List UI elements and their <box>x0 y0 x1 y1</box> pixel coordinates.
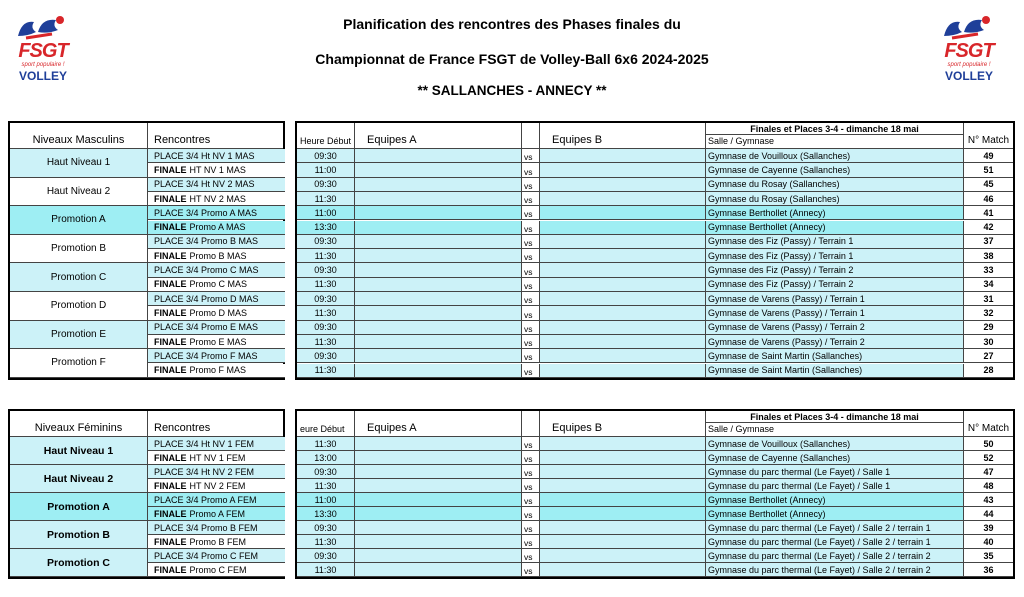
feminin-salle-cell: Gymnase de Vouilloux (Sallanches) <box>706 437 964 451</box>
masculin-rencontre-text: PLACE 3/4 Ht NV 2 MAS <box>154 179 255 190</box>
masculin-col-salle <box>706 123 964 149</box>
masculin-rencontre-text: PLACE 3/4 Promo D MAS <box>154 293 259 304</box>
feminin-match-number: 47 <box>964 465 1013 479</box>
masculin-heure-cell: 09:30 <box>297 235 355 249</box>
feminin-rencontre-text: HT NV 1 FEM <box>189 452 246 463</box>
feminin-match-number: 43 <box>964 493 1013 507</box>
masculin-niveau-cell: Promotion B <box>10 235 148 264</box>
feminin-heure-cell: 09:30 <box>297 549 355 563</box>
masculin-header-row <box>10 123 283 149</box>
masculin-match-number: 34 <box>964 278 1013 292</box>
masculin-salle-cell: Gymnase de Varens (Passy) / Terrain 2 <box>706 321 964 335</box>
masculin-col-match: N° Match <box>964 123 1013 149</box>
masculin-heure-cell: 11:30 <box>297 335 355 349</box>
feminin-col-vs <box>522 411 540 437</box>
masculin-schedule-row <box>297 278 1013 292</box>
masculin-rencontre-text: HT NV 2 MAS <box>189 193 246 204</box>
feminin-schedule-row <box>297 507 1013 521</box>
masculin-niveau-cell: Promotion F <box>10 349 148 378</box>
masculin-rencontre-cell <box>148 249 285 263</box>
masculin-schedule-row <box>297 321 1013 335</box>
feminin-salle-cell: Gymnase du parc thermal (Le Fayet) / Salle 2 / terrain 1 <box>706 521 964 535</box>
feminin-equipe-b-input[interactable] <box>540 493 706 507</box>
masculin-rencontre-cell <box>148 206 285 220</box>
feminin-col-niveaux: Niveaux Féminins <box>10 411 148 437</box>
masculin-col-rencontres: Rencontres <box>148 123 283 149</box>
masculin-salle-cell: Gymnase de Saint Martin (Sallanches) <box>706 349 964 363</box>
masculin-heure-cell: 09:30 <box>297 178 355 192</box>
masculin-rencontre-cell <box>148 278 285 292</box>
masculin-rencontre-cell <box>148 321 285 335</box>
masculin-heure-cell: 11:30 <box>297 306 355 320</box>
feminin-vs-label: vs <box>522 479 540 493</box>
feminin-equipe-b-input[interactable] <box>540 507 706 521</box>
masculin-match-number: 30 <box>964 335 1013 349</box>
masculin-vs-label: vs <box>522 349 540 363</box>
masculin-heure-cell: 09:30 <box>297 149 355 163</box>
feminin-col-match: N° Match <box>964 411 1013 437</box>
masculin-salle-cell: Gymnase de Varens (Passy) / Terrain 1 <box>706 306 964 320</box>
feminin-schedule-header <box>297 411 1013 437</box>
masculin-match-number: 32 <box>964 306 1013 320</box>
masculin-rencontre-cell <box>148 292 285 306</box>
masculin-heure-cell: 11:30 <box>297 192 355 206</box>
masculin-niveau-cell: Promotion C <box>10 263 148 292</box>
masculin-match-number: 41 <box>964 206 1013 220</box>
feminin-rencontre-cell <box>148 521 285 535</box>
masculin-salle-cell: Gymnase de Varens (Passy) / Terrain 2 <box>706 335 964 349</box>
masculin-finale-label: FINALE <box>154 164 187 175</box>
feminin-rencontre-cell <box>148 563 285 577</box>
masculin-rencontre-cell <box>148 192 285 206</box>
feminin-schedule-row <box>297 535 1013 549</box>
feminin-vs-label: vs <box>522 521 540 535</box>
masculin-vs-label: vs <box>522 249 540 263</box>
masculin-rencontre-text: PLACE 3/4 Promo C MAS <box>154 265 259 276</box>
masculin-heure-cell: 11:00 <box>297 206 355 220</box>
masculin-schedule-row <box>297 249 1013 263</box>
feminin-vs-label: vs <box>522 493 540 507</box>
feminin-col-rencontres: Rencontres <box>148 411 283 437</box>
feminin-equipe-a-input[interactable] <box>355 493 522 507</box>
masculin-rencontre-text: PLACE 3/4 Ht NV 1 MAS <box>154 150 255 161</box>
logo-sub: VOLLEY <box>18 69 67 83</box>
masculin-match-number: 28 <box>964 364 1013 378</box>
feminin-match-number: 39 <box>964 521 1013 535</box>
feminin-schedule-row <box>297 549 1013 563</box>
masculin-vs-label: vs <box>522 178 540 192</box>
feminin-schedule-row <box>297 451 1013 465</box>
feminin-rencontre-cell <box>148 479 285 493</box>
masculin-schedule-header <box>297 123 1013 149</box>
masculin-vs-label: vs <box>522 278 540 292</box>
masculin-niveau-cell: Haut Niveau 1 <box>10 149 148 178</box>
feminin-equipe-a-input[interactable] <box>355 479 522 493</box>
masculin-rencontre-cell <box>148 349 285 363</box>
masculin-match-number: 33 <box>964 263 1013 277</box>
masculin-col-vs <box>522 123 540 149</box>
masculin-salle-cell: Gymnase des Fiz (Passy) / Terrain 2 <box>706 263 964 277</box>
title-line-1: Planification des rencontres des Phases finales du <box>343 16 681 32</box>
masculin-vs-label: vs <box>522 321 540 335</box>
feminin-match-number: 40 <box>964 535 1013 549</box>
feminin-heure-cell: 11:30 <box>297 479 355 493</box>
masculin-equipe-a-input[interactable] <box>355 278 522 292</box>
feminin-salle-cell: Gymnase du parc thermal (Le Fayet) / Salle 1 <box>706 465 964 479</box>
feminin-rencontres-panel <box>8 409 285 579</box>
masculin-match-number: 29 <box>964 321 1013 335</box>
masculin-rencontre-cell <box>148 221 285 235</box>
feminin-rencontre-cell <box>148 535 285 549</box>
feminin-equipe-b-input[interactable] <box>540 521 706 535</box>
masculin-schedule-row <box>297 335 1013 349</box>
masculin-finale-label: FINALE <box>154 222 187 233</box>
masculin-rencontre-text: Promo B MAS <box>189 250 247 261</box>
feminin-salle-cell: Gymnase du parc thermal (Le Fayet) / Salle 2 / terrain 2 <box>706 563 964 577</box>
feminin-niveau-cell: Promotion A <box>10 493 148 521</box>
logo-sub: VOLLEY <box>944 69 993 83</box>
feminin-rencontre-text: Promo C FEM <box>189 564 247 575</box>
masculin-equipe-b-input[interactable] <box>540 349 706 363</box>
feminin-col-equipe-b: Equipes B <box>540 411 706 437</box>
masculin-equipe-a-input[interactable] <box>355 364 522 378</box>
masculin-finale-label: FINALE <box>154 279 187 290</box>
masculin-equipe-a-input[interactable] <box>355 292 522 306</box>
feminin-heure-cell: 09:30 <box>297 465 355 479</box>
masculin-vs-label: vs <box>522 235 540 249</box>
masculin-banner: Finales et Places 3-4 - dimanche 18 mai <box>706 123 963 135</box>
feminin-equipe-a-input[interactable] <box>355 507 522 521</box>
feminin-equipe-b-input[interactable] <box>540 465 706 479</box>
masculin-schedule-row <box>297 149 1013 163</box>
masculin-equipe-a-input[interactable] <box>355 221 522 235</box>
masculin-equipe-b-input[interactable] <box>540 306 706 320</box>
feminin-match-number: 36 <box>964 563 1013 577</box>
masculin-equipe-b-input[interactable] <box>540 335 706 349</box>
masculin-equipe-b-input[interactable] <box>540 192 706 206</box>
masculin-salle-cell: Gymnase des Fiz (Passy) / Terrain 1 <box>706 249 964 263</box>
feminin-niveau-cell: Haut Niveau 2 <box>10 465 148 493</box>
masculin-heure-cell: 11:30 <box>297 278 355 292</box>
masculin-schedule-row <box>297 221 1013 235</box>
masculin-finale-label: FINALE <box>154 193 187 204</box>
feminin-heure-cell: 11:30 <box>297 437 355 451</box>
masculin-equipe-b-input[interactable] <box>540 221 706 235</box>
masculin-finale-label: FINALE <box>154 307 187 318</box>
masculin-vs-label: vs <box>522 192 540 206</box>
feminin-vs-label: vs <box>522 535 540 549</box>
feminin-equipe-a-input[interactable] <box>355 521 522 535</box>
feminin-heure-cell: 13:30 <box>297 507 355 521</box>
masculin-col-equipe-b: Equipes B <box>540 123 706 149</box>
feminin-match-number: 48 <box>964 479 1013 493</box>
feminin-rencontre-cell <box>148 437 285 451</box>
masculin-rencontre-text: PLACE 3/4 Promo A MAS <box>154 207 258 218</box>
masculin-salle-cell: Gymnase du Rosay (Sallanches) <box>706 178 964 192</box>
masculin-col-niveaux: Niveaux Masculins <box>10 123 148 149</box>
feminin-schedule-row <box>297 563 1013 577</box>
feminin-rencontre-text: Promo B FEM <box>189 536 247 547</box>
masculin-equipe-a-input[interactable] <box>355 335 522 349</box>
feminin-equipe-b-input[interactable] <box>540 535 706 549</box>
masculin-equipe-a-input[interactable] <box>355 249 522 263</box>
masculin-vs-label: vs <box>522 292 540 306</box>
masculin-heure-cell: 09:30 <box>297 321 355 335</box>
feminin-header-row <box>10 411 283 437</box>
masculin-rencontre-text: PLACE 3/4 Promo F MAS <box>154 350 258 361</box>
masculin-salle-cell: Gymnase de Vouilloux (Sallanches) <box>706 149 964 163</box>
feminin-rencontre-text: PLACE 3/4 Ht NV 2 FEM <box>154 466 255 477</box>
feminin-rencontre-cell <box>148 465 285 479</box>
masculin-rencontre-text: Promo E MAS <box>189 336 247 347</box>
feminin-niveau-cell: Promotion C <box>10 549 148 577</box>
masculin-rencontre-text: Promo C MAS <box>189 279 248 290</box>
feminin-salle-cell: Gymnase du parc thermal (Le Fayet) / Salle 1 <box>706 479 964 493</box>
title-line-3: ** SALLANCHES - ANNECY ** <box>417 83 607 98</box>
masculin-equipe-b-input[interactable] <box>540 206 706 220</box>
masculin-equipe-a-input[interactable] <box>355 306 522 320</box>
masculin-finale-label: FINALE <box>154 336 187 347</box>
feminin-equipe-a-input[interactable] <box>355 465 522 479</box>
feminin-salle-cell: Gymnase Berthollet (Annecy) <box>706 507 964 521</box>
masculin-equipe-b-input[interactable] <box>540 263 706 277</box>
feminin-finale-label: FINALE <box>154 536 187 547</box>
masculin-salle-cell: Gymnase Berthollet (Annecy) <box>706 221 964 235</box>
feminin-vs-label: vs <box>522 549 540 563</box>
masculin-vs-label: vs <box>522 335 540 349</box>
masculin-equipe-b-input[interactable] <box>540 249 706 263</box>
masculin-equipe-a-input[interactable] <box>355 235 522 249</box>
masculin-equipe-b-input[interactable] <box>540 163 706 177</box>
feminin-heure-cell: 11:30 <box>297 563 355 577</box>
masculin-col-heure: Heure Début <box>297 123 355 149</box>
masculin-schedule-panel <box>295 121 1015 380</box>
feminin-heure-cell: 09:30 <box>297 521 355 535</box>
feminin-rencontre-cell <box>148 549 285 563</box>
feminin-equipe-a-input[interactable] <box>355 535 522 549</box>
masculin-equipe-b-input[interactable] <box>540 278 706 292</box>
feminin-match-number: 52 <box>964 451 1013 465</box>
logo-text: FSGT <box>944 40 994 62</box>
masculin-schedule-row <box>297 206 1013 220</box>
masculin-rencontre-text: Promo F MAS <box>189 365 247 376</box>
masculin-salle-cell: Gymnase des Fiz (Passy) / Terrain 2 <box>706 278 964 292</box>
masculin-schedule-row <box>297 364 1013 378</box>
masculin-salle-cell: Gymnase Berthollet (Annecy) <box>706 206 964 220</box>
masculin-match-number: 42 <box>964 221 1013 235</box>
masculin-rencontre-cell <box>148 263 285 277</box>
feminin-equipe-b-input[interactable] <box>540 437 706 451</box>
masculin-rencontres-panel <box>8 121 285 380</box>
masculin-heure-cell: 09:30 <box>297 263 355 277</box>
masculin-match-number: 45 <box>964 178 1013 192</box>
masculin-rencontre-cell <box>148 163 285 177</box>
masculin-rencontre-cell <box>148 178 285 192</box>
masculin-schedule-row <box>297 192 1013 206</box>
masculin-equipe-a-input[interactable] <box>355 321 522 335</box>
feminin-match-number: 44 <box>964 507 1013 521</box>
feminin-equipe-a-input[interactable] <box>355 451 522 465</box>
feminin-rencontre-text: PLACE 3/4 Ht NV 1 FEM <box>154 438 255 449</box>
feminin-vs-label: vs <box>522 451 540 465</box>
masculin-vs-label: vs <box>522 221 540 235</box>
feminin-niveau-cell: Promotion B <box>10 521 148 549</box>
masculin-rencontre-cell <box>148 364 285 378</box>
masculin-heure-cell: 09:30 <box>297 349 355 363</box>
masculin-match-number: 37 <box>964 235 1013 249</box>
masculin-match-number: 31 <box>964 292 1013 306</box>
masculin-equipe-b-input[interactable] <box>540 321 706 335</box>
feminin-equipe-b-input[interactable] <box>540 549 706 563</box>
masculin-heure-cell: 09:30 <box>297 292 355 306</box>
feminin-vs-label: vs <box>522 563 540 577</box>
feminin-equipe-b-input[interactable] <box>540 451 706 465</box>
masculin-heure-cell: 11:30 <box>297 364 355 378</box>
masculin-niveau-cell: Promotion D <box>10 292 148 321</box>
feminin-salle-cell: Gymnase Berthollet (Annecy) <box>706 493 964 507</box>
masculin-match-number: 46 <box>964 192 1013 206</box>
feminin-rencontre-text: PLACE 3/4 Promo A FEM <box>154 494 257 505</box>
masculin-salle-cell: Gymnase des Fiz (Passy) / Terrain 1 <box>706 235 964 249</box>
masculin-schedule-row <box>297 163 1013 177</box>
masculin-niveau-cell: Promotion E <box>10 321 148 350</box>
masculin-equipe-a-input[interactable] <box>355 178 522 192</box>
masculin-vs-label: vs <box>522 163 540 177</box>
masculin-equipe-a-input[interactable] <box>355 206 522 220</box>
feminin-vs-label: vs <box>522 507 540 521</box>
masculin-equipe-b-input[interactable] <box>540 364 706 378</box>
masculin-schedule-row <box>297 349 1013 363</box>
masculin-schedule-row <box>297 292 1013 306</box>
masculin-finale-label: FINALE <box>154 250 187 261</box>
feminin-schedule-panel <box>295 409 1015 579</box>
masculin-equipe-a-input[interactable] <box>355 163 522 177</box>
feminin-salle-cell: Gymnase du parc thermal (Le Fayet) / Salle 2 / terrain 1 <box>706 535 964 549</box>
feminin-vs-label: vs <box>522 437 540 451</box>
masculin-rencontre-text: PLACE 3/4 Promo E MAS <box>154 322 259 333</box>
feminin-salle-cell: Gymnase du parc thermal (Le Fayet) / Salle 2 / terrain 2 <box>706 549 964 563</box>
feminin-equipe-b-input[interactable] <box>540 479 706 493</box>
feminin-heure-cell: 11:30 <box>297 535 355 549</box>
masculin-rencontre-text: HT NV 1 MAS <box>189 164 246 175</box>
masculin-match-number: 38 <box>964 249 1013 263</box>
feminin-col-salle <box>706 411 964 437</box>
masculin-equipe-a-input[interactable] <box>355 263 522 277</box>
masculin-vs-label: vs <box>522 263 540 277</box>
masculin-rencontre-cell <box>148 235 285 249</box>
feminin-rencontre-text: PLACE 3/4 Promo C FEM <box>154 550 259 561</box>
masculin-match-number: 51 <box>964 163 1013 177</box>
masculin-salle-cell: Gymnase de Varens (Passy) / Terrain 1 <box>706 292 964 306</box>
masculin-equipe-b-input[interactable] <box>540 178 706 192</box>
masculin-vs-label: vs <box>522 364 540 378</box>
masculin-vs-label: vs <box>522 149 540 163</box>
masculin-rencontre-text: PLACE 3/4 Promo B MAS <box>154 236 259 247</box>
masculin-salle-cell: Gymnase de Saint Martin (Sallanches) <box>706 364 964 378</box>
logo-tagline: sport populaire ! <box>21 62 65 68</box>
masculin-vs-label: vs <box>522 206 540 220</box>
feminin-banner: Finales et Places 3-4 - dimanche 18 mai <box>706 411 963 423</box>
feminin-schedule-row <box>297 465 1013 479</box>
feminin-finale-label: FINALE <box>154 564 187 575</box>
feminin-equipe-b-input[interactable] <box>540 563 706 577</box>
masculin-vs-label: vs <box>522 306 540 320</box>
masculin-equipe-b-input[interactable] <box>540 292 706 306</box>
feminin-vs-label: vs <box>522 465 540 479</box>
masculin-niveau-cell: Promotion A <box>10 206 148 235</box>
masculin-equipe-b-input[interactable] <box>540 149 706 163</box>
masculin-equipe-a-input[interactable] <box>355 192 522 206</box>
masculin-salle-cell: Gymnase de Cayenne (Sallanches) <box>706 163 964 177</box>
feminin-heure-cell: 13:00 <box>297 451 355 465</box>
feminin-schedule-row <box>297 493 1013 507</box>
feminin-rencontre-text: PLACE 3/4 Promo B FEM <box>154 522 258 533</box>
masculin-schedule-row <box>297 263 1013 277</box>
feminin-rencontre-cell <box>148 507 285 521</box>
feminin-rencontre-text: HT NV 2 FEM <box>189 480 246 491</box>
masculin-col-salle-label: Salle / Gymnase <box>708 136 775 146</box>
logo-tagline: sport populaire ! <box>947 62 991 68</box>
masculin-equipe-a-input[interactable] <box>355 149 522 163</box>
feminin-equipe-a-input[interactable] <box>355 437 522 451</box>
feminin-finale-label: FINALE <box>154 480 187 491</box>
masculin-salle-cell: Gymnase du Rosay (Sallanches) <box>706 192 964 206</box>
masculin-schedule-row <box>297 235 1013 249</box>
masculin-finale-label: FINALE <box>154 365 187 376</box>
masculin-rencontre-cell <box>148 335 285 349</box>
feminin-col-equipe-a: Equipes A <box>355 411 522 437</box>
masculin-schedule-row <box>297 178 1013 192</box>
masculin-match-number: 27 <box>964 349 1013 363</box>
feminin-rencontre-cell <box>148 493 285 507</box>
masculin-equipe-a-input[interactable] <box>355 349 522 363</box>
feminin-finale-label: FINALE <box>154 508 187 519</box>
masculin-rencontre-cell <box>148 306 285 320</box>
masculin-niveau-cell: Haut Niveau 2 <box>10 178 148 207</box>
feminin-schedule-row <box>297 437 1013 451</box>
masculin-heure-cell: 11:00 <box>297 163 355 177</box>
feminin-col-salle-label: Salle / Gymnase <box>708 424 775 434</box>
masculin-equipe-b-input[interactable] <box>540 235 706 249</box>
feminin-schedule-row <box>297 479 1013 493</box>
masculin-match-number: 49 <box>964 149 1013 163</box>
feminin-match-number: 50 <box>964 437 1013 451</box>
feminin-heure-cell: 11:00 <box>297 493 355 507</box>
masculin-rencontre-text: Promo D MAS <box>189 307 248 318</box>
feminin-col-heure: eure Début <box>297 411 355 437</box>
feminin-rencontre-cell <box>148 451 285 465</box>
masculin-schedule-row <box>297 306 1013 320</box>
masculin-heure-cell: 11:30 <box>297 249 355 263</box>
masculin-heure-cell: 13:30 <box>297 221 355 235</box>
logo-text: FSGT <box>18 40 68 62</box>
title-line-2: Championnat de France FSGT de Volley-Ball 6x6 2024-2025 <box>315 51 709 67</box>
masculin-col-equipe-a: Equipes A <box>355 123 522 149</box>
feminin-equipe-a-input[interactable] <box>355 549 522 563</box>
feminin-salle-cell: Gymnase de Cayenne (Sallanches) <box>706 451 964 465</box>
feminin-match-number: 35 <box>964 549 1013 563</box>
feminin-equipe-a-input[interactable] <box>355 563 522 577</box>
masculin-rencontre-text: Promo A MAS <box>189 222 246 233</box>
feminin-niveau-cell: Haut Niveau 1 <box>10 437 148 465</box>
feminin-rencontre-text: Promo A FEM <box>189 508 246 519</box>
feminin-finale-label: FINALE <box>154 452 187 463</box>
feminin-schedule-row <box>297 521 1013 535</box>
masculin-rencontre-cell <box>148 149 285 163</box>
